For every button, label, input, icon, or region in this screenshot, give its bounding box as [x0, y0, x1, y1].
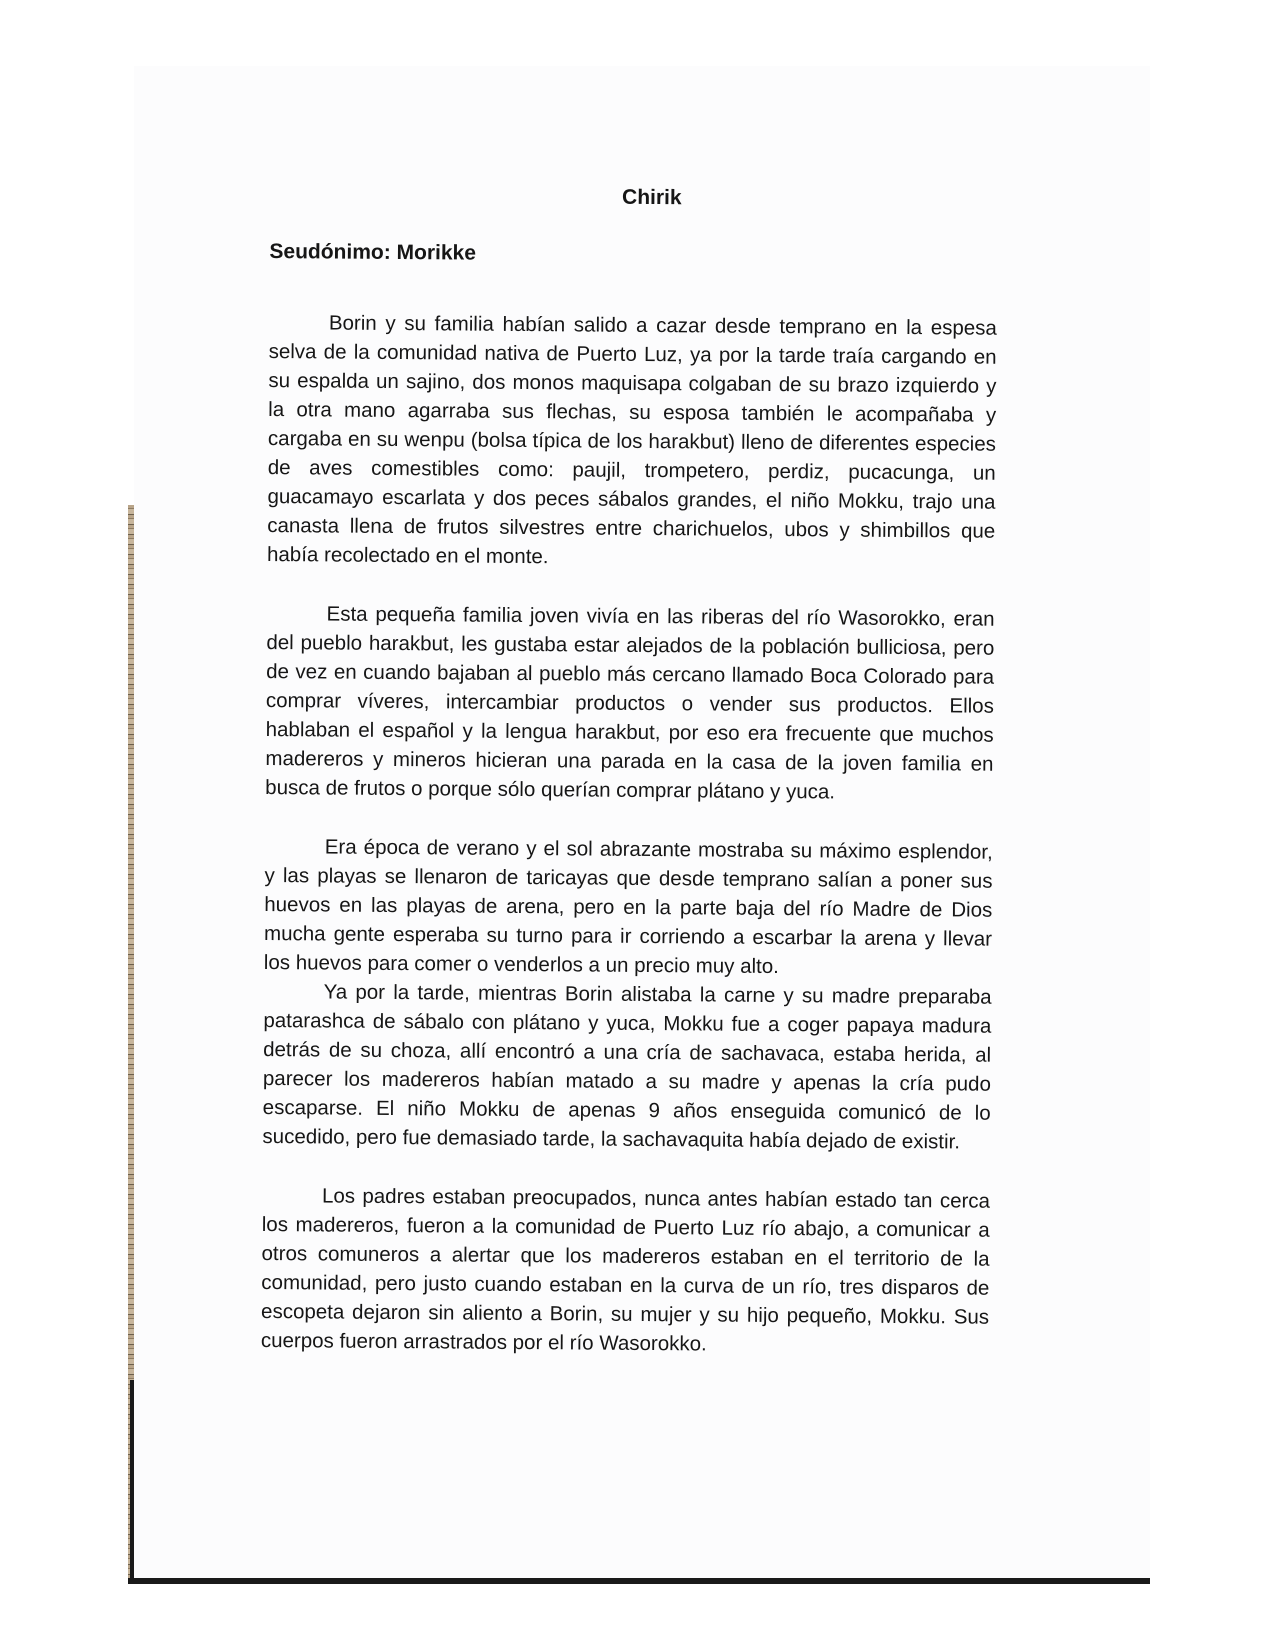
paragraph-4: Ya por la tarde, mientras Borin alistaba la carne y su madre preparaba patarashca de sábalo con plátano y yuca, Mokku fue a coger papaya madura detrás de su choza, allí encontró a una cría de sachavaca, estaba herida, al parecer los madereros habían matado a su madre y apenas la cría pudo escaparse. El niño Mokku de apenas 9 años enseguida comunicó de lo sucedido, pero fue demasiado tarde, la sachavaquita había dejado de existir.	[262, 980, 992, 1154]
paragraph-5: Los padres estaban preocupados, nunca antes habían estado tan cerca los madereros, fueron a la comunidad de Puerto Luz río abajo, a comunicar a otros comuneros a alertar que los madereros estaban en el territorio de la comunidad, pero justo cuando estaban en la curva de un río, tres disparos de escopeta dejaron sin aliento a Borin, su mujer y su hijo pequeño, Mokku. Sus cuerpos fueron arrastrados por el río Wasorokko.	[260, 1184, 991, 1356]
paragraph-1: Borin y su familia habían salido a cazar desde temprano en la espesa selva de la comunidad nativa de Puerto Luz, ya por la tarde traía cargando en su espalda un sajino, dos monos maquisapa colgaban de su brazo izquierdo y la otra mano agarraba sus flechas, su esposa también le acompañaba y cargaba en su wenpu (bolsa típica de los harakbut) lleno de diferentes especies de aves comestibles como: paujil, trompetero, perdiz, pucacunga, un guacamayo escarlata y dos peces sábalos grandes, el niño Mokku, trajo una canasta llena de frutos silvestres entre charichuelos, ubos y shimbillos que había recolectado en el monte.	[266, 311, 997, 569]
author-pseudonym: Seudónimo: Morikke	[269, 239, 477, 265]
scan-shadow-edge	[130, 1380, 134, 1580]
scan-bottom-edge	[128, 1578, 1150, 1584]
story-title: Chirik	[622, 185, 682, 210]
paragraph-2: Esta pequeña familia joven vivía en las riberas del río Wasorokko, eran del pueblo harakbut, les gustaba estar alejados de la población bulliciosa, pero de vez en cuando bajaban al pueblo más cercano llamado Boca Colorado para comprar víveres, intercambiar productos o vender sus productos. Ellos hablaban el español y la lengua harakbut, por eso era frecuente que muchos madereros y mineros hicieran una parada en la casa de la joven familia en busca de frutos o porque sólo querían comprar plátano y yuca.	[265, 602, 995, 804]
document-body	[261, 180, 998, 1361]
paragraph-3: Era época de verano y el sol abrazante mostraba su máximo esplendor, y las playas se llenaron de taricayas que desde temprano salían a poner sus huevos en las playas de arena, pero en la parte baja del río Madre de Dios mucha gente esperaba su turno para ir corriendo a escarbar la arena y llevar los huevos para comer o venderlos a un precio muy alto.	[263, 835, 993, 979]
